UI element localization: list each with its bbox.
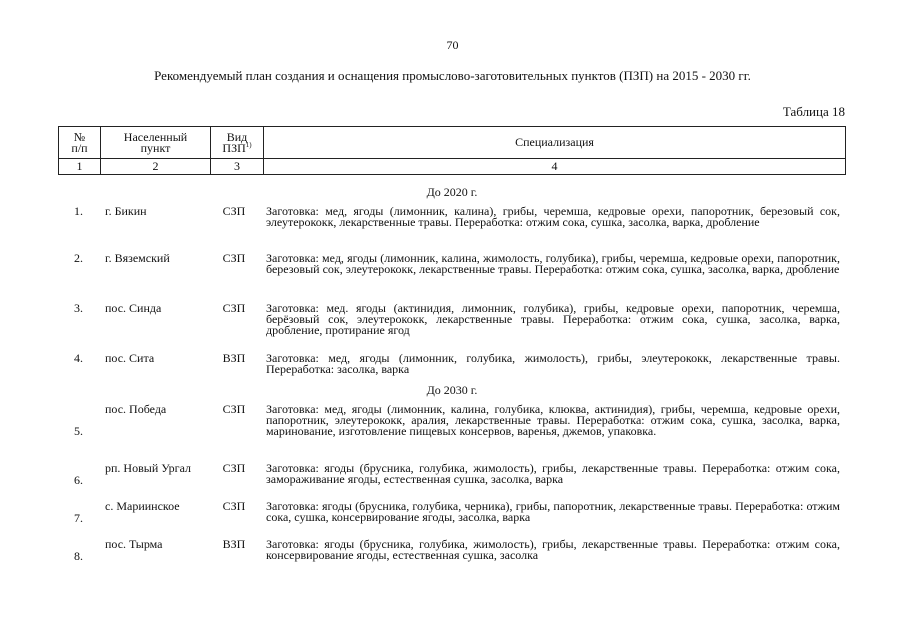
row-number: 3. xyxy=(74,301,83,315)
col-header-kind: Вид ПЗП$^{1)}$ xyxy=(211,127,264,159)
row-kind: СЗП xyxy=(222,251,246,265)
table-row xyxy=(58,497,846,535)
col-header-no: № п/п xyxy=(59,127,101,159)
col-number: 4 xyxy=(264,159,846,175)
table-body xyxy=(58,182,846,573)
row-place: пос. Победа xyxy=(105,402,167,416)
row-spec: Заготовка: ягоды (брусника, голубика, жимолость), грибы, лекарственные травы. Переработка: отжим сока, замораживание ягоды, естественная сушка, засолка, варка xyxy=(266,461,840,486)
row-kind: ВЗП xyxy=(222,537,246,551)
col-header-spec: Специализация xyxy=(264,127,846,159)
row-spec: Заготовка: ягоды (брусника, голубика, жимолость), грибы, лекарственные травы. Переработка: отжим сока, консервирование ягоды, естественная сушка, засолка xyxy=(266,537,840,562)
row-place: пос. Тырма xyxy=(105,537,163,551)
table-label: Таблица 18 xyxy=(782,104,845,119)
row-place: г. Вяземский xyxy=(105,251,170,265)
row-number: 5. xyxy=(74,424,83,438)
table-row xyxy=(58,400,846,459)
row-spec: Заготовка: мед, ягоды (лимонник, голубика, жимолость), грибы, элеутерококк, лекарственные травы. Переработка: засолка, варка xyxy=(266,351,840,376)
row-spec: Заготовка: мед. ягоды (актинидия, лимонник, голубика), грибы, кедровые орехи, папоротник, черемша, берёзовый сок, элеутерококк, лекарственные травы. Переработка: отжим сока, сушка, засолка, варка, дробление, протирание ягод xyxy=(266,301,840,337)
footnote-marker: 1) xyxy=(245,140,252,149)
row-spec: Заготовка: мед, ягоды (лимонник, калина), грибы, черемша, кедровые орехи, папоротник, березовый сок, элеутерококк, лекарственные травы. Переработка: отжим сока, сушка, засолка, варка, дробление xyxy=(266,204,840,229)
row-spec: Заготовка: мед, ягоды (лимонник, калина, голубика, клюква, актинидия), грибы, черемша, кедровые орехи, папоротник, элеутерококк, аралия, лекарственные травы. Переработка: отжим сока, сушка, засолка, варка, маринование, изготовление пищевых консервов, варенья, джемов, упаковка. xyxy=(266,402,840,438)
row-number: 8. xyxy=(74,548,83,563)
table-row xyxy=(58,202,846,249)
row-kind: СЗП xyxy=(222,499,246,513)
row-place: пос. Синда xyxy=(105,301,162,315)
table-row xyxy=(58,249,846,299)
row-kind: СЗП xyxy=(222,402,246,416)
row-place: рп. Новый Ургал xyxy=(105,461,192,475)
col-number: 2 xyxy=(101,159,211,175)
row-number: 1. xyxy=(74,204,83,218)
table-header xyxy=(58,126,846,175)
page-number: 70 xyxy=(446,38,459,52)
row-kind: СЗП xyxy=(222,204,246,218)
section-heading: До 2030 г. xyxy=(426,382,478,397)
col-number: 3 xyxy=(211,159,264,175)
row-number: 2. xyxy=(74,251,83,265)
row-place: г. Бикин xyxy=(105,204,147,218)
row-number: 4. xyxy=(74,351,83,365)
row-place: с. Мариинское xyxy=(105,499,180,513)
table-row xyxy=(58,299,846,349)
section-heading: До 2020 г. xyxy=(426,184,478,199)
row-kind: СЗП xyxy=(222,461,246,475)
document-title: Рекомендуемый план создания и оснащения промыслово-заготовительных пунктов (ПЗП) на 2015 - 2030 гг. xyxy=(154,68,751,83)
row-spec: Заготовка: ягоды (брусника, голубика, черника), грибы, папоротник, лекарственные травы. Переработка: отжим сока, сушка, консервирование ягоды, засолка, варка xyxy=(266,499,840,524)
row-kind: СЗП xyxy=(222,301,246,315)
col-header-place: Населенный пункт xyxy=(101,127,211,159)
table-row xyxy=(58,459,846,497)
table-row xyxy=(58,349,846,380)
row-place: пос. Сита xyxy=(105,351,155,365)
row-number: 6. xyxy=(74,472,83,487)
row-spec: Заготовка: мед, ягоды (лимонник, калина, жимолость, голубика), грибы, черемша, кедровые орехи, папоротник, березовый сок, элеутерококк, лекарственные травы. Переработка: отжим сока, сушка, засолка, варка, дробление xyxy=(266,251,840,276)
row-kind: ВЗП xyxy=(222,351,246,365)
table-row xyxy=(58,535,846,573)
col-number: 1 xyxy=(59,159,101,175)
row-number: 7. xyxy=(74,510,83,525)
